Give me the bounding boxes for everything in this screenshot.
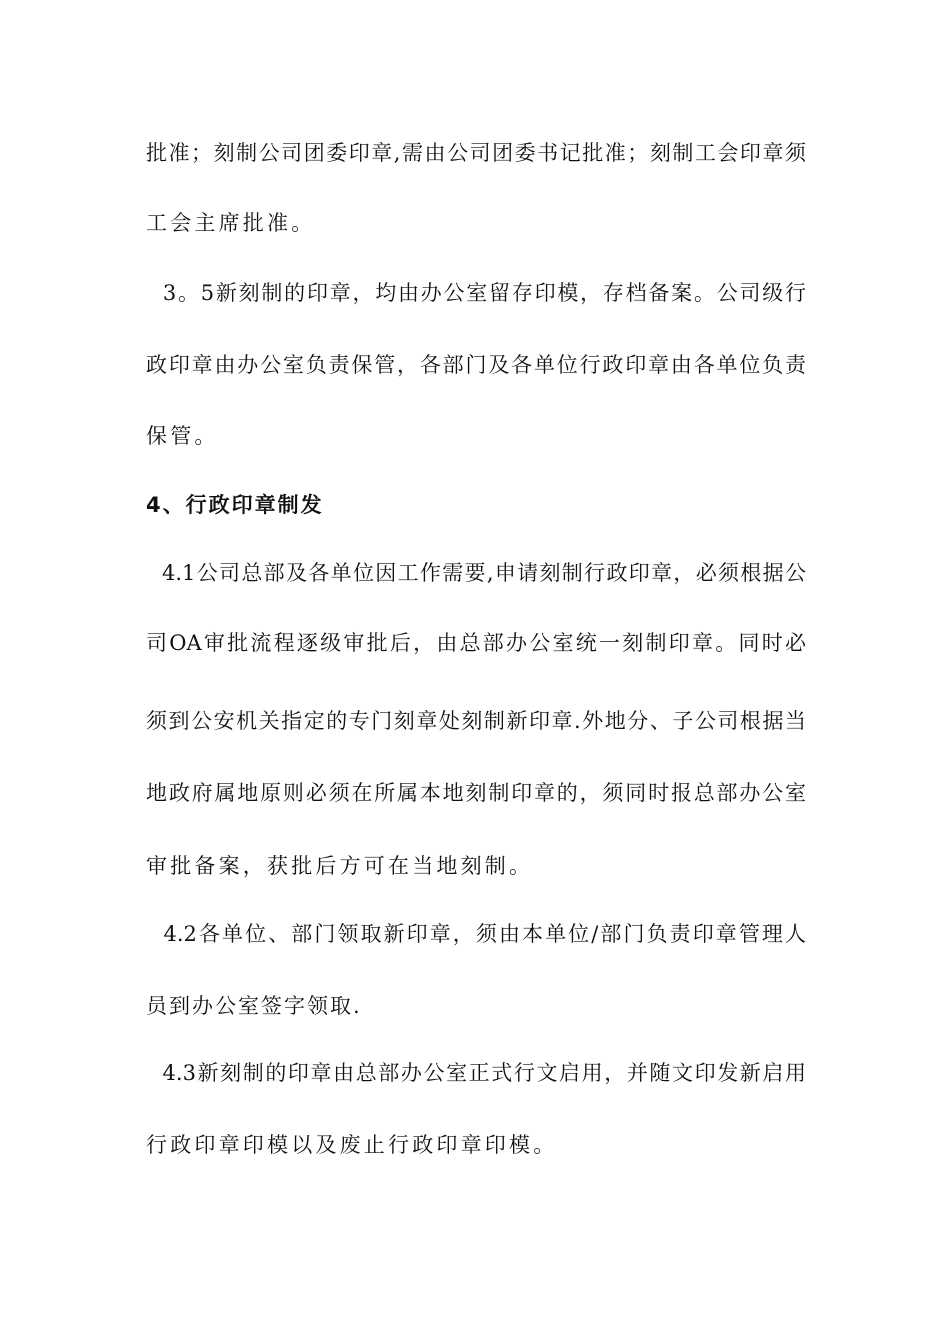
paragraph-line: 司OA审批流程逐级审批后，由总部办公室统一刻制印章。同时必: [146, 631, 806, 655]
paragraph-line: 保管。: [146, 424, 219, 448]
paragraph-line: 工会主席批准。: [146, 211, 316, 235]
paragraph-line: 行政印章印模以及废止行政印章印模。: [146, 1133, 558, 1157]
paragraph-line: 须到公安机关指定的专门刻章处刻制新印章.外地分、子公司根据当: [146, 709, 806, 733]
paragraph-line: 4.3新刻制的印章由总部办公室正式行文启用，并随文印发新启用: [146, 1061, 806, 1085]
paragraph-line: 4.1公司总部及各单位因工作需要,申请刻制行政印章，必须根据公: [146, 561, 806, 585]
section-heading: 4、行政印章制发: [146, 493, 324, 517]
paragraph-line: 政印章由办公室负责保管，各部门及各单位行政印章由各单位负责: [146, 353, 806, 377]
paragraph-line: 批准；刻制公司团委印章,需由公司团委书记批准；刻制工会印章须: [146, 141, 806, 165]
paragraph-line: 员到办公室签字领取.: [146, 994, 362, 1018]
paragraph-line: 审批备案，获批后方可在当地刻制。: [146, 854, 534, 878]
paragraph-line: 4.2各单位、部门领取新印章，须由本单位/部门负责印章管理人: [146, 922, 806, 946]
paragraph-line: 3。5新刻制的印章，均由办公室留存印模，存档备案。公司级行: [146, 281, 806, 305]
paragraph-line: 地政府属地原则必须在所属本地刻制印章的，须同时报总部办公室: [146, 781, 806, 805]
